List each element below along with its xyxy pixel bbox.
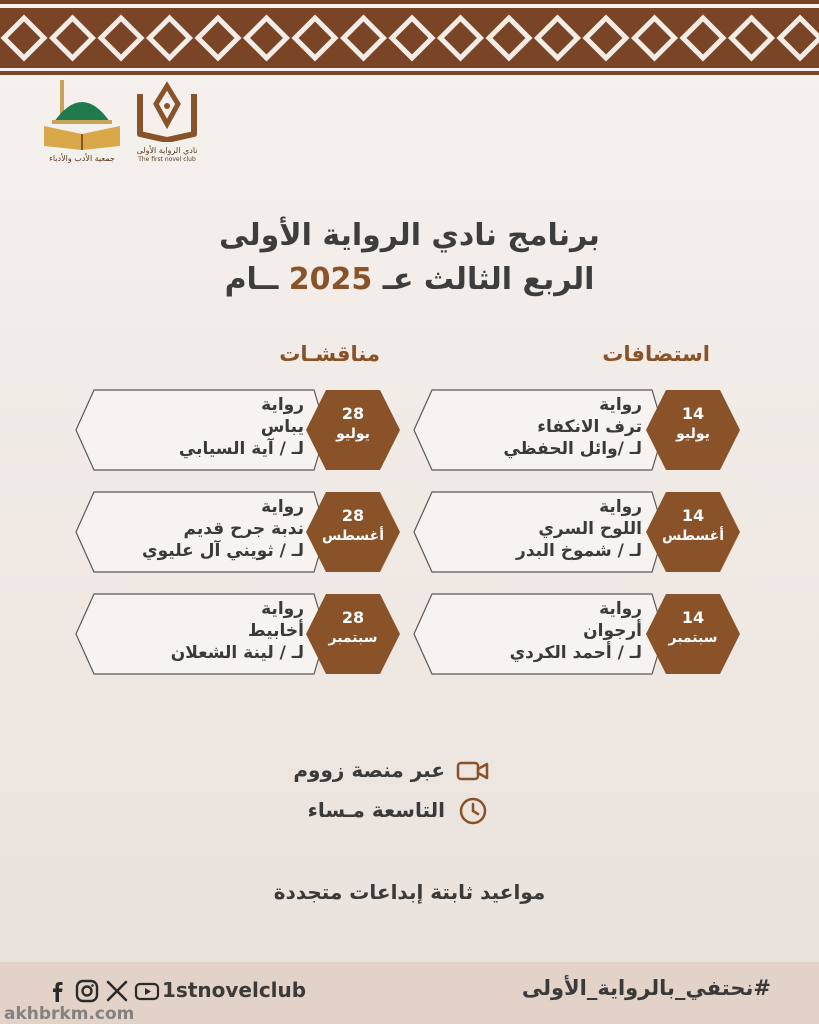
social-icons — [44, 978, 160, 1004]
event-type: رواية — [261, 599, 304, 619]
clock-icon — [456, 796, 490, 826]
date-day: 28 — [341, 608, 365, 627]
subtitle-year: 2025 — [288, 262, 373, 297]
event-book-title: ترف الانكفاء — [537, 417, 642, 437]
date-day: 14 — [681, 506, 705, 525]
subtitle-suffix: ــام — [224, 262, 279, 297]
event-type: رواية — [599, 497, 642, 517]
date-badge — [304, 592, 402, 676]
instagram-icon[interactable] — [74, 978, 100, 1004]
page-title: برنامج نادي الرواية الأولى — [219, 218, 600, 253]
page-subtitle — [0, 262, 819, 297]
video-camera-icon — [456, 756, 490, 786]
tagline: مواعيد ثابتة إبداعات متجددة — [273, 880, 546, 904]
event-author: لـ / آية السيابي — [178, 439, 304, 459]
date-month: سبتمبر — [328, 630, 378, 646]
event-book-title: ندبة جرح قديم — [183, 519, 304, 539]
youtube-icon[interactable] — [134, 978, 160, 1004]
date-badge — [644, 388, 742, 472]
event-book-title: أخابيط — [248, 621, 304, 641]
logo-right-caption: نادي الرواية الأولى — [136, 146, 198, 155]
hosted-event-card — [412, 388, 742, 472]
date-badge — [304, 490, 402, 574]
event-author: لـ / لينة الشعلان — [170, 643, 304, 663]
event-type: رواية — [599, 599, 642, 619]
hosted-event-card — [412, 490, 742, 574]
event-author: لـ / أحمد الكردي — [509, 643, 642, 663]
date-day: 28 — [341, 404, 365, 423]
literature-society-logo — [40, 78, 124, 170]
event-text — [104, 598, 304, 670]
event-text — [104, 496, 304, 568]
date-month: أغسطس — [321, 528, 385, 544]
date-day: 28 — [341, 506, 365, 525]
event-type: رواية — [599, 395, 642, 415]
watermark: akhbrkm.com — [4, 1004, 135, 1024]
date-month: يوليو — [336, 426, 370, 442]
date-month: سبتمبر — [668, 630, 718, 646]
event-type: رواية — [261, 395, 304, 415]
discussions-heading: مناقشـات — [279, 342, 380, 366]
time-text: التاسعة مـساء — [307, 798, 445, 822]
event-author: لـ / شموخ البدر — [516, 541, 642, 561]
decorative-top-band — [0, 0, 819, 76]
date-day: 14 — [681, 608, 705, 627]
event-text — [442, 394, 642, 466]
x-icon[interactable] — [104, 978, 130, 1004]
logo-right-caption-en: The first novel club — [138, 156, 196, 163]
date-badge — [304, 388, 402, 472]
event-book-title: اللوح السري — [538, 519, 642, 539]
event-author: لـ / ثويني آل عليوي — [142, 541, 304, 561]
hosted-event-card — [412, 592, 742, 676]
novel-club-logo — [130, 80, 204, 170]
discussion-event-card — [74, 592, 404, 676]
date-badge — [644, 592, 742, 676]
subtitle-prefix: الربع الثالث عـ — [382, 262, 595, 297]
hosted-heading: استضافات — [602, 342, 710, 366]
event-type: رواية — [261, 497, 304, 517]
facebook-icon[interactable] — [44, 978, 70, 1004]
platform-info — [290, 756, 490, 786]
event-text — [104, 394, 304, 466]
discussion-event-card — [74, 388, 404, 472]
event-text — [442, 598, 642, 670]
date-month: يوليو — [676, 426, 710, 442]
time-info — [290, 796, 490, 826]
date-day: 14 — [681, 404, 705, 423]
date-badge — [644, 490, 742, 574]
event-author: لـ /وائل الحفظي — [503, 439, 642, 459]
logo-left-caption: جمعية الأدب والأدباء — [49, 154, 115, 163]
discussion-event-card — [74, 490, 404, 574]
event-book-title: يباس — [260, 417, 304, 437]
event-text — [442, 496, 642, 568]
platform-text: عبر منصة زووم — [293, 758, 445, 782]
hashtag: #نحتفي_بالرواية_الأولى — [521, 976, 771, 1000]
event-book-title: أرجوان — [583, 621, 642, 641]
date-month: أغسطس — [661, 528, 725, 544]
pen-book-icon — [130, 80, 204, 142]
mosque-book-icon — [40, 78, 124, 150]
social-handle[interactable]: 1stnovelclub — [162, 978, 307, 1002]
